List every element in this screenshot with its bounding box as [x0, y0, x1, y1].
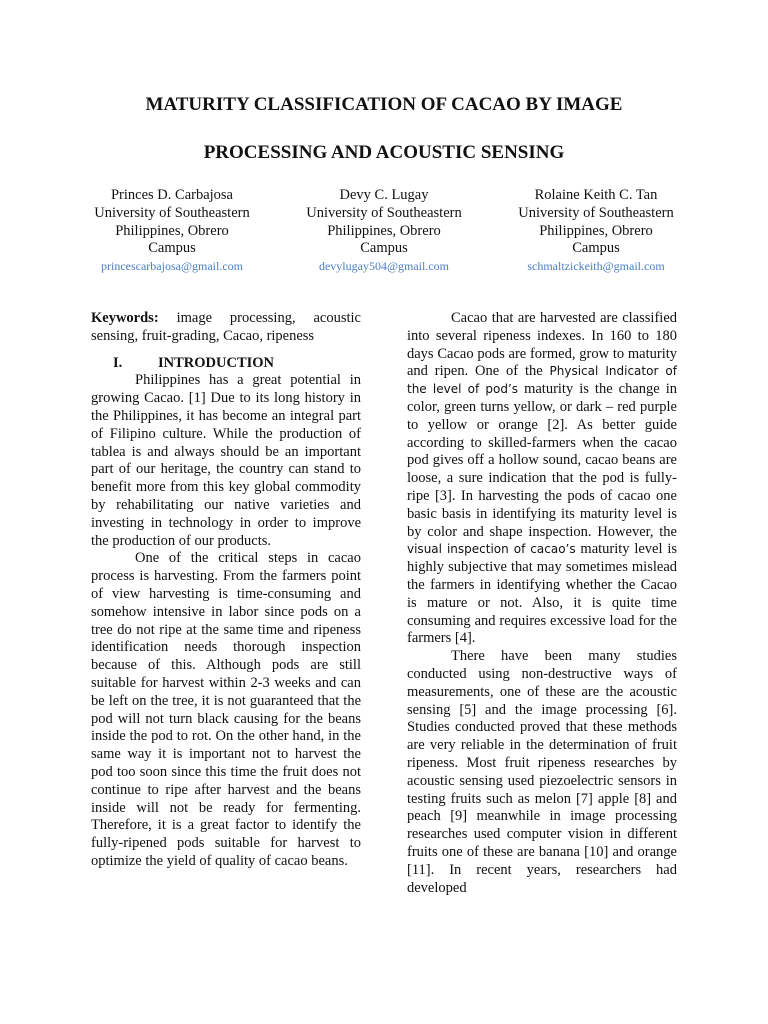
author-email-link[interactable]: schmaltzickeith@gmail.com — [527, 259, 665, 274]
paragraph: There have been many studies conducted using non-destructive ways of measurements, one of these are the acoustic sensing [5] and the image processing [6]. Studies conducted proved that these methods are very reliable in the determination of fruit ripeness. Most fruit ripeness researches by acoustic sensing used piezoelectric sensors in testing fruits such as melon [7] apple [8] and peach [9] meanwhile in image processing researches used computer vision in different fruits one of these are banana [10] and orange [11]. In recent years, researchers had developed — [407, 648, 677, 896]
left-column — [91, 310, 361, 871]
right-column — [407, 310, 677, 897]
author-1 — [66, 187, 278, 275]
author-affiliation: Philippines, Obrero — [539, 222, 653, 239]
author-affiliation: University of Southeastern — [94, 204, 250, 221]
paragraph — [407, 310, 677, 648]
paper-title-line-1: MATURITY CLASSIFICATION OF CACAO BY IMAGE — [145, 94, 623, 115]
author-affiliation: Campus — [360, 240, 408, 257]
paragraph: Philippines has a great potential in growing Cacao. [1] Due to its long history in the Philippines, it has become an integral part of Filipino culture. While the production of tablea is and always should be an important part of our heritage, the country can stand to benefit more from this key global commodity by rehabilitating our native varieties and investing in technology in order to improve the production of our products. — [91, 372, 361, 549]
section-title: INTRODUCTION — [158, 354, 275, 371]
author-3 — [490, 187, 702, 275]
keywords-label: Keywords: — [91, 310, 159, 326]
author-affiliation: University of Southeastern — [306, 204, 462, 221]
author-affiliation: Philippines, Obrero — [327, 222, 441, 239]
paragraph-text: Cacao that are harvested are classified into several ripeness indexes. In 160 to 180 days Cacao pods are formed, grow to maturity and ripen. One of the — [407, 310, 677, 380]
section-number: I. — [113, 354, 123, 371]
section-heading — [91, 355, 361, 373]
author-name: Princes D. Carbajosa — [110, 187, 233, 203]
author-block — [66, 187, 702, 275]
author-name: Rolaine Keith C. Tan — [534, 187, 658, 203]
paragraph-text-sans: visual inspection of cacao’s — [407, 542, 576, 557]
paragraph-text: maturity level is highly subjective that may sometimes mislead the farmers in identifying whether the Cacao is mature or not. Also, it is quite time consuming and requires excessive load for the farmers [4]. — [407, 541, 677, 647]
author-affiliation: University of Southeastern — [518, 204, 674, 221]
author-name: Devy C. Lugay — [339, 187, 429, 203]
paragraph-text-sans: Physical Indicator of the level of pod’s — [407, 364, 677, 397]
author-2 — [278, 187, 490, 275]
author-email-link[interactable]: princescarbajosa@gmail.com — [101, 259, 243, 274]
author-affiliation: Campus — [148, 240, 196, 257]
author-affiliation: Campus — [572, 240, 620, 257]
keywords — [91, 310, 361, 346]
paper-title-line-2: PROCESSING AND ACOUSTIC SENSING — [203, 142, 565, 163]
author-affiliation: Philippines, Obrero — [115, 222, 229, 239]
paragraph-text: maturity is the change in color, green turns yellow, or dark – red purple to yellow or orange [2]. As better guide according to skilled-farmers when the cacao pod gives off a hollow sound, cacao beans are loose, a sure indication that the pod is fully-ripe [3]. In harvesting the pods of cacao one basic basis in identifying its maturity level is by color and shape inspection. However, the — [407, 381, 677, 540]
author-email-link[interactable]: devylugay504@gmail.com — [318, 259, 450, 274]
paragraph: One of the critical steps in cacao process is harvesting. From the farmers point of view harvesting is time-consuming and somehow intensive in labor since pods on a tree do not ripe at the same time and ripeness identification needs thorough inspection because of this. Although pods are still suitable for harvest within 2-3 weeks and can be left on the tree, it is not guaranteed that the pod will not turn black causing for the beans inside the pod to rot. On the other hand, in the same way it is important not to harvest the pod too soon since this time the fruit does not continue to ripe after harvest and the beans inside will not be ready for fermenting. Therefore, it is a great factor to identify the fully-ripened pods suitable for harvest to optimize the yield of quality of cacao beans. — [91, 550, 361, 869]
keywords-text: image processing, acoustic sensing, fruit-grading, Cacao, ripeness — [91, 310, 361, 344]
